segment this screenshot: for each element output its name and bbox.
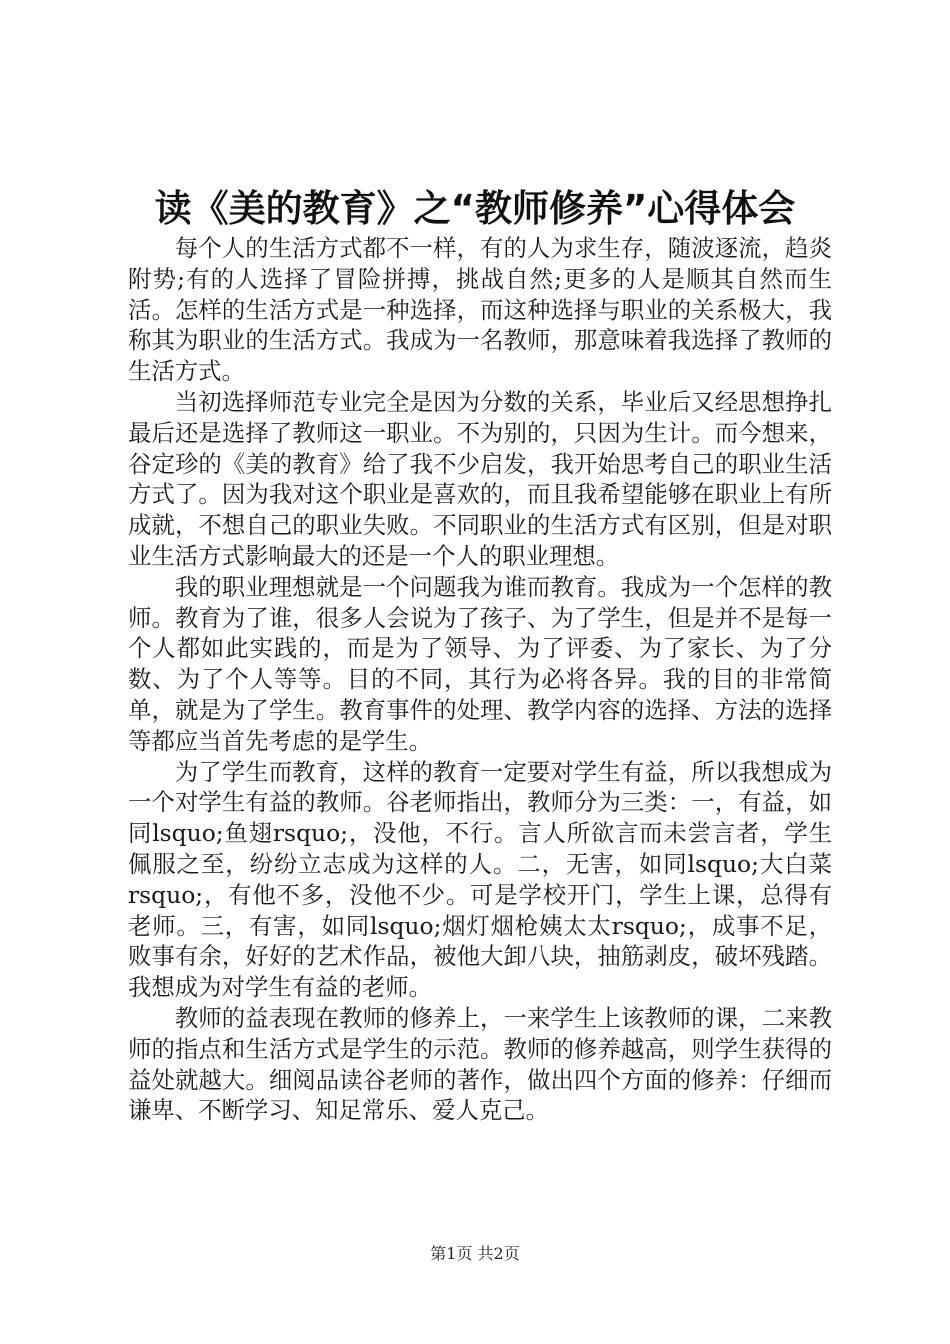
document-title: 读《美的教育》之“教师修养”心得体会 bbox=[154, 187, 796, 230]
paragraph: 我的职业理想就是一个问题我为谁而教育。我成为一个怎样的教师。教育为了谁，很多人会说为了孩子、为了学生，但是并不是每一个人都如此实践的，而是为了领导、为了评委、为了家长、为了分数、为了个人等等。目的不同，其行为必将各异。我的目的非常简单，就是为了学生。教育事件的处理、教学内容的选择、方法的选择等都应当首先考虑的是学生。 bbox=[128, 572, 832, 755]
page-footer: 第1页 共2页 bbox=[430, 1244, 520, 1263]
paragraph: 教师的益表现在教师的修养上，一来学生上该教师的课，二来教师的指点和生活方式是学生的示范。教师的修养越高，则学生获得的益处就越大。细阅品读谷老师的著作，做出四个方面的修养：仔细而谦卑、不断学习、知足常乐、爱人克己。 bbox=[128, 1003, 832, 1125]
paragraph: 为了学生而教育，这样的教育一定要对学生有益，所以我想成为一个对学生有益的教师。谷老师指出，教师分为三类：一，有益，如同lsquo;鱼翅rsquo;，没他，不行。言人所欲言而未尝言者，学生佩服之至，纷纷立志成为这样的人。二，无害，如同lsquo;大白菜rsquo;，有他不多，没他不少。可是学校开门，学生上课，总得有老师。三，有害，如同lsquo;烟灯烟枪姨太太rsquo;，成事不足，败事有余，好好的艺术作品，被他大卸八块，抽筋剥皮，破坏残踏。我想成为对学生有益的老师。 bbox=[128, 757, 832, 1002]
document-body bbox=[128, 233, 832, 1126]
paragraph: 每个人的生活方式都不一样，有的人为求生存，随波逐流，趋炎附势;有的人选择了冒险拼搏，挑战自然;更多的人是顺其自然而生活。怎样的生活方式是一种选择，而这种选择与职业的关系极大，我称其为职业的生活方式。我成为一名教师，那意味着我选择了教师的生活方式。 bbox=[128, 234, 832, 386]
paragraph: 当初选择师范专业完全是因为分数的关系，毕业后又经思想挣扎最后还是选择了教师这一职业。不为别的，只因为生计。而今想来，谷定珍的《美的教育》给了我不少启发，我开始思考自己的职业生活方式了。因为我对这个职业是喜欢的，而且我希望能够在职业上有所成就，不想自己的职业失败。不同职业的生活方式有区别，但是对职业生活方式影响最大的还是一个人的职业理想。 bbox=[128, 387, 832, 570]
